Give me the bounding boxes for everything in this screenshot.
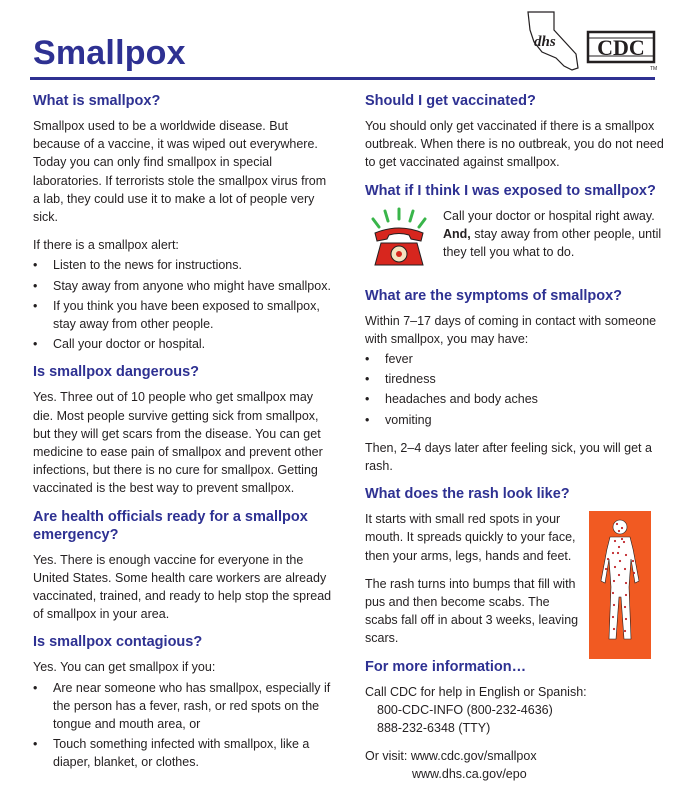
what-is-body: Smallpox used to be a worldwide disease. But because of a vaccine, it was wiped out everywhere. Today you can only find smallpox in special laboratories. If terrorists stole the smallpox virus from a lab, they could use it to make a lot of people very sick. <box>33 119 327 225</box>
list-item: • Call your doctor or hospital. <box>33 337 206 352</box>
exposed-text: Call your doctor or hospital right away. And, stay away from other people, until they tell you what to do. <box>443 208 662 260</box>
contagious-intro: Yes. You can get smallpox if you: <box>33 660 216 675</box>
symptoms-list <box>365 350 665 429</box>
section-contagious <box>33 633 333 771</box>
list-item: • Are near someone who has smallpox, especially if the person has a fever, rash, or red spots on the tongue and mouth area, or <box>33 680 331 732</box>
vaccinated-body: You should only get vaccinated if there is a smallpox outbreak. When there is no outbreak, you do not need to get vaccinated against smallpox. <box>365 119 664 170</box>
list-item: • vomiting <box>365 412 432 427</box>
cdc-logo <box>588 32 657 72</box>
rash-spot <box>616 523 618 525</box>
rash-body-illustration <box>589 511 651 659</box>
dhs-logo-text: dhs <box>534 34 556 50</box>
left-column <box>33 92 333 782</box>
visit-line: Or visit: www.cdc.gov/smallpox <box>365 749 537 764</box>
rash-p2: The rash turns into bumps that fill with pus and then become scabs. The scabs fall off in about 3 weeks, leaving scars. <box>365 576 579 646</box>
list-item: • tiredness <box>365 372 436 387</box>
rash-spot <box>614 540 616 542</box>
section-rash <box>365 485 665 647</box>
alert-list <box>33 256 333 353</box>
list-item: • Touch something infected with smallpox, like a diaper, blanket, or clothes. <box>33 737 310 770</box>
rash-spot <box>618 546 620 548</box>
section-more-info <box>365 658 665 784</box>
section-ready <box>33 508 333 624</box>
section-symptoms <box>365 287 665 476</box>
rash-spot <box>625 582 627 584</box>
svg-text:CDC: CDC <box>597 35 645 60</box>
heading-more-info: For more information… <box>365 658 527 675</box>
list-item: • Listen to the news for instructions. <box>33 258 242 273</box>
ready-body: Yes. There is enough vaccine for everyone in the United States. Some health care workers are already vaccinated, trained, and ready to help stop the spread of smallpox in your area. <box>33 552 332 622</box>
heading-contagious: Is smallpox contagious? <box>33 634 203 651</box>
rash-spot <box>613 628 615 630</box>
list-item: • If you think you have been exposed to smallpox, stay away from other people. <box>33 298 320 332</box>
rash-spot <box>607 558 609 560</box>
rash-spot <box>633 572 635 574</box>
section-exposed <box>365 182 665 283</box>
rash-spot <box>624 606 626 608</box>
rash-spot <box>619 560 621 562</box>
rash-spot <box>612 592 614 594</box>
rash-spot <box>621 527 623 529</box>
contagious-list <box>33 679 333 772</box>
rash-spot <box>618 530 620 532</box>
list-item: • headaches and body aches <box>365 392 538 407</box>
agency-logos <box>520 8 660 78</box>
ringing-telephone-icon <box>365 207 439 271</box>
rash-spot <box>625 554 627 556</box>
rash-spot <box>612 616 614 618</box>
heading-ready: Are health officials ready for a smallpox emergency? <box>33 508 308 543</box>
rash-spot <box>612 552 614 554</box>
symptoms-after: Then, 2–4 days later after feeling sick, you will get a rash. <box>365 440 652 474</box>
heading-symptoms: What are the symptoms of smallpox? <box>365 287 623 304</box>
dangerous-body: Yes. Three out of 10 people who get smallpox may die. Most people survive getting sick from smallpox, but they will get scars from the disease. You can get medicine to ease pain of smallpox and prevent other infections, but there is no cure for smallpox. Getting vaccinated is the best way to prevent smallpox. <box>33 390 323 496</box>
rash-spot <box>632 560 634 562</box>
rash-spot <box>625 618 627 620</box>
rash-spot <box>624 630 626 632</box>
phone-cdc-info: 800-CDC-INFO (800-232-4636) <box>377 702 553 717</box>
rash-spot <box>621 538 623 540</box>
section-dangerous <box>33 363 333 497</box>
rash-spot <box>614 566 616 568</box>
section-vaccinated <box>365 92 665 172</box>
list-item: • Stay away from anyone who might have smallpox. <box>33 278 331 293</box>
right-column <box>365 92 665 788</box>
list-item: • fever <box>365 352 413 367</box>
page-title: Smallpox <box>33 34 186 72</box>
heading-exposed: What if I think I was exposed to smallpox? <box>365 182 656 199</box>
rash-p1: It starts with small red spots in your mouth. It spreads quickly to your face, then your arms, legs, hands and feet. <box>365 512 576 563</box>
heading-dangerous: Is smallpox dangerous? <box>33 364 199 381</box>
rash-spot <box>623 541 625 543</box>
symptoms-intro: Within 7–17 days of coming in contact with someone with smallpox, you may have: <box>365 313 657 346</box>
rash-spot <box>605 568 607 570</box>
call-line: Call CDC for help in English or Spanish: <box>365 684 587 699</box>
rash-spot <box>613 580 615 582</box>
rash-spot <box>617 552 619 554</box>
exposed-block <box>365 207 665 283</box>
rash-spot <box>625 594 627 596</box>
heading-what-is: What is smallpox? <box>33 93 161 109</box>
url-dhs: www.dhs.ca.gov/epo <box>412 767 527 782</box>
rash-spot <box>624 568 626 570</box>
rash-spot <box>618 574 620 576</box>
heading-vaccinated: Should I get vaccinated? <box>365 93 536 109</box>
svg-text:TM: TM <box>650 66 658 72</box>
rash-spot <box>613 604 615 606</box>
phone-tty: 888-232-6348 (TTY) <box>377 721 491 736</box>
heading-rash: What does the rash look like? <box>365 486 570 503</box>
alert-intro: If there is a smallpox alert: <box>33 238 179 253</box>
section-what-is <box>33 92 333 353</box>
